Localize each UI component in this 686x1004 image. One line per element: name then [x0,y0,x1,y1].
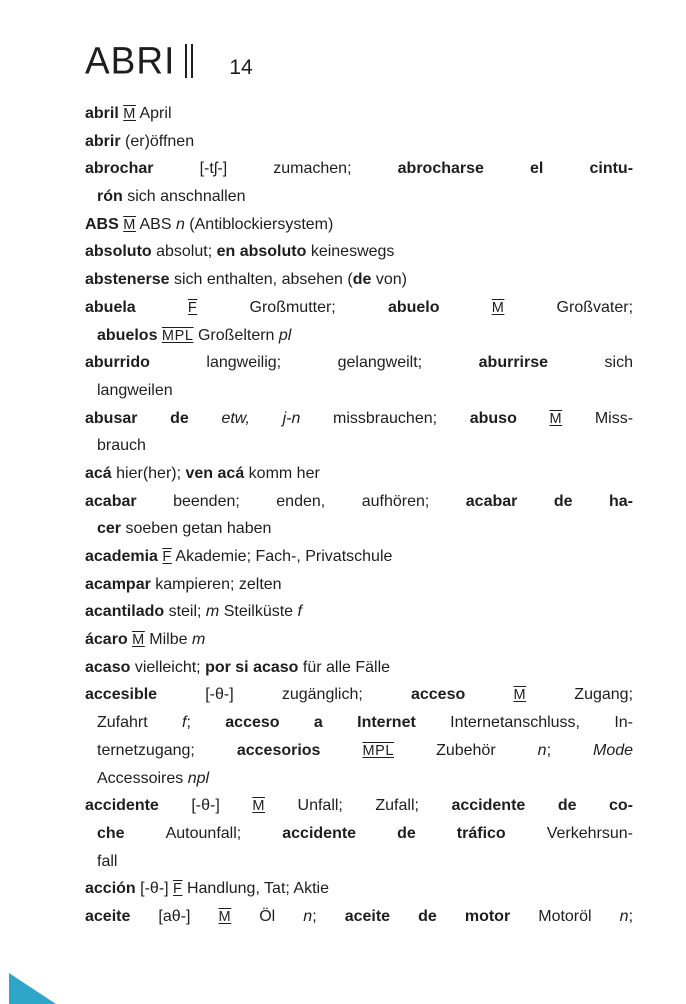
headword: acaso [85,658,135,676]
headword: de [352,271,372,289]
translation-text: [-θ-] [191,797,253,815]
grammar-label: npl [187,769,210,787]
translation-text: soeben getan haben [125,520,272,538]
dictionary-entry [85,349,633,404]
headword: en absoluto [216,243,307,261]
headword: aceite de motor [344,907,511,925]
headword: accesible [85,686,206,704]
translation-text: sich anschnallen [127,188,246,206]
headword: abrochar [85,160,200,178]
headword: academia [85,548,163,565]
gender-marker: F [162,549,172,565]
entry-line [85,460,633,488]
headword: por si acaso [205,658,299,676]
entry-line [85,266,633,294]
entry-line [85,848,633,876]
entry-line [85,820,633,848]
headword: abusar de [85,409,222,427]
entry-line [85,875,633,903]
dictionary-entry [85,100,633,128]
translation-text: Großeltern [193,326,279,344]
headword: acantilado [85,603,169,621]
translation-text: [aθ-] [158,907,219,925]
dictionary-entry [85,543,633,571]
headword: accidente [85,797,192,815]
translation-text: sich enthalten, absehen ( [173,271,353,289]
translation-text: ABS [135,215,176,233]
translation-text: langweilig; gelangweilt; [206,354,479,372]
grammar-label: etw, j-n [221,409,301,427]
gender-marker: M [218,908,232,925]
translation-text: hier(her); [116,464,186,482]
translation-text: vielleicht; [134,658,206,676]
headword: acampar [85,575,156,593]
headword: acabar [85,492,174,510]
translation-text: ; [312,907,345,925]
gender-marker: MPL [362,742,395,759]
entry-line [85,183,633,211]
grammar-label: Mode [593,741,634,759]
translation-text: sich [548,354,633,372]
translation-text: Internetanschluss, In- [415,714,633,732]
translation-text: fall [97,852,118,870]
translation-text: Großvater; [504,298,634,316]
headword: acceso a Internet [225,714,416,732]
translation-text: kampieren; zelten [155,575,282,593]
entry-line [85,654,633,682]
headword: abrir [85,132,126,150]
translation-text: Öl [231,907,304,925]
translation-text: für alle Fälle [298,658,391,676]
translation-text: brauch [97,437,146,455]
gender-marker: M [549,410,563,427]
page-header [85,39,253,82]
entry-line [85,211,633,239]
translation-text: keineswegs [306,243,395,261]
entry-line [85,322,633,350]
translation-text: Zugang; [526,686,634,704]
headword: aceite [85,907,159,925]
headword: ven acá [185,464,245,482]
translation-text: Miss- [562,409,634,427]
entry-line [85,405,633,433]
translation-text: (Antiblockiersystem) [184,215,334,233]
entry-line [85,515,633,543]
dictionary-entry [85,488,633,543]
entry-line [85,238,633,266]
translation-text: Großmutter; [197,298,388,316]
grammar-label: n [619,907,629,925]
translation-text: komm her [244,464,320,482]
grammar-label: f [182,714,187,732]
translation-text: ; [546,741,593,759]
headword: abuela [85,298,188,316]
translation-text: [-tʃ-] zumachen; [199,160,398,178]
headword: abril [85,105,124,122]
gender-marker: M [132,632,145,649]
headword: abuelos [97,326,162,344]
headword: acción [85,880,141,898]
dictionary-entry [85,903,633,931]
translation-text: Motoröl [510,907,620,925]
translation-text: (er)öffnen [125,132,195,150]
entry-line [85,737,633,765]
translation-text: beenden; enden, aufhören; [173,492,466,510]
translation-text: Milbe [144,631,192,649]
translation-text: Zubehör [394,741,538,759]
entry-line [85,488,633,516]
headword: abrocharse el cintu- [397,160,634,178]
entry-line [85,432,633,460]
translation-text: Akademie; Fach-, Privatschule [171,548,393,565]
headword: accesorios [236,741,363,759]
gender-marker: MPL [161,327,194,344]
double-bar-separator-icon [185,44,193,78]
gender-marker: M [123,216,136,233]
translation-text: ternetzugang; [97,741,237,759]
grammar-label: n [303,907,313,925]
entry-line [85,294,633,322]
dictionary-entry [85,654,633,682]
headword: abuelo [387,298,492,316]
dictionary-entry [85,294,633,349]
headword: absoluto [85,243,157,261]
dictionary-entry [85,128,633,156]
entry-line [85,571,633,599]
dictionary-entry [85,792,633,875]
grammar-label: f [297,603,302,621]
translation-text: ; [186,714,226,732]
headword: abstenerse [85,271,174,289]
dictionary-entry [85,405,633,460]
headword: accidente de tráfico [282,824,506,842]
translation-text: Autounfall; [165,824,283,842]
headword: ácaro [85,631,133,649]
grammar-label: pl [278,326,292,344]
translation-text: Verkehrsun- [505,824,633,842]
translation-text: Unfall; Zufall; [265,797,452,815]
entry-line [85,155,633,183]
headword: acá [85,464,117,482]
headword: acabar de ha- [465,492,633,510]
translation-text: absolut; [156,243,217,261]
translation-text: missbrauchen; [300,409,470,427]
dictionary-entry [85,598,633,626]
dictionary-entry [85,626,633,654]
entry-line [85,903,633,931]
entry-line [85,681,633,709]
headword: rón [97,188,128,206]
entry-line [85,349,633,377]
dictionary-entry [85,681,633,792]
entry-line [85,792,633,820]
dictionary-entry [85,266,633,294]
dictionary-entry [85,875,633,903]
translation-text: ; [628,907,634,925]
gender-marker: F [173,881,183,898]
translation-text: von) [371,271,407,289]
entry-line [85,598,633,626]
guide-word: ABRI [85,39,176,82]
entry-line [85,626,633,654]
grammar-label: n [537,741,547,759]
headword: abuso [469,409,550,427]
headword: acceso [410,686,514,704]
entry-line [85,543,633,571]
dictionary-entry [85,571,633,599]
gender-marker: M [513,687,527,704]
grammar-label: m [205,603,220,621]
translation-text: Accessoires [97,769,188,787]
grammar-label: m [191,631,206,649]
gender-marker: M [252,798,265,815]
translation-text: Zufahrt [97,714,183,732]
translation-text: April [135,105,172,122]
translation-text: [-θ-] [140,880,174,898]
headword: che [97,824,166,842]
gender-marker: F [187,299,198,316]
entry-line [85,377,633,405]
dictionary-entry [85,155,633,210]
dictionary-entry [85,460,633,488]
translation-text: Handlung, Tat; Aktie [182,880,329,898]
headword: cer [97,520,126,538]
entry-line [85,100,633,128]
headword: accidente de co- [451,797,634,815]
translation-text: langweilen [97,381,173,399]
entry-line [85,128,633,156]
gender-marker: M [123,106,136,122]
dictionary-entry [85,238,633,266]
entries-list [85,100,633,931]
entry-line [85,709,633,737]
gender-marker: M [491,299,505,316]
translation-text: Steilküste [219,603,298,621]
entry-line [85,765,633,793]
translation-text: steil; [168,603,206,621]
translation-text: [-θ-] zugänglich; [205,686,411,704]
headword: ABS [85,215,124,233]
dictionary-entry [85,211,633,239]
headword: aburrirse [478,354,549,372]
grammar-label: n [175,215,185,233]
page-corner-marker-icon [9,973,56,1004]
page-number: 14 [229,56,253,79]
headword: aburrido [85,354,207,372]
